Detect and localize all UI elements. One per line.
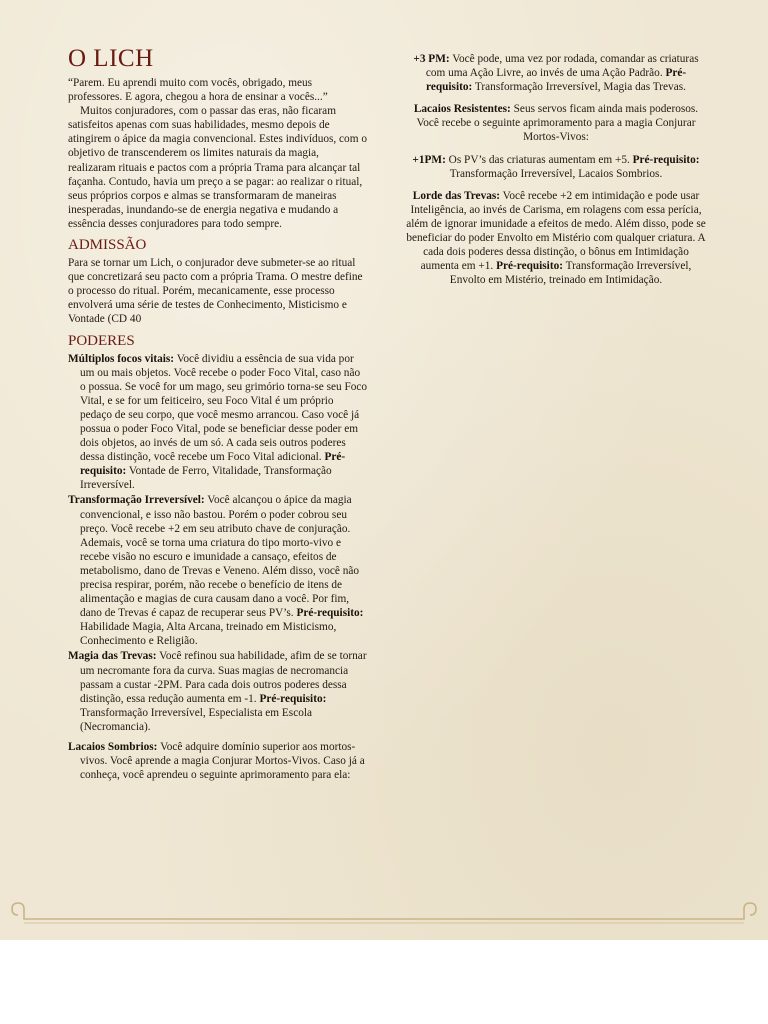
intro-quote: “Parem. Eu aprendi muito com vocês, obrigado, meus professores. E agora, chegou a hora de ensinar a vocês...” xyxy=(68,77,328,104)
prereq-label: Pré-requisito: xyxy=(259,692,327,705)
power-entry xyxy=(406,102,706,144)
power-text: Você dividiu a essência de sua vida por um ou mais objetos. Você recebe o poder Foco Vital, caso não o possua. Se você for um mago, seu grimório torna-se seu Foco Vital, e se for um feiticeiro, seu Foco Vital é um próprio pedaço de seu corpo, que você mesmo arrancou. Caso você já possua o poder Foco Vital, pode se beneficiar desse poder em dois objetos, ao invés de um só. A cada seis outros poderes dessa distinção, você recebe um Foco Vital adicional. xyxy=(80,352,368,464)
intro-text: Muitos conjuradores, com o passar das eras, não ficaram satisfeitos apenas com suas habilidades, mesmo depois de atingirem o ápice da magia convencional. Estes indivíduos, com o objetivo de transcenderem os limites naturais da magia, realizaram rituais e pactos com a própria Trama para alcançar tal façanha. Contudo, havia um preço a se pagar: ao realizar o ritual, seus próprios corpos e almas se transformaram de maneiras inesperadas, inundando-se de energia negativa e mudando a essência desses conjuradores para todo sempre. xyxy=(68,105,367,230)
admissao-text: Para se tornar um Lich, o conjurador deve submeter-se ao ritual que concretizará seu pacto com a própria Trama. O mestre define o processo do ritual. Porém, mecanicamente, esse processo envolverá uma série de testes de Conhecimento, Misticismo e Vontade (CD 40 xyxy=(68,257,363,326)
power-text: Você adquire domínio superior aos mortos-vivos. Você aprende a magia Conjurar Mortos-Vivos. Caso já a conheça, você aprendeu o seguinte aprimoramento para ela: xyxy=(80,741,365,782)
power-prereq: Habilidade Magia, Alta Arcana, treinado em Misticismo, Conhecimento e Religião. xyxy=(80,621,337,648)
prereq-label: Pré-requisito: xyxy=(296,607,364,620)
power-text: Você pode, uma vez por rodada, comandar as criaturas com uma Ação Livre, ao invés de uma Ação Padrão. xyxy=(425,53,699,80)
prereq-label: Pré-requisito: xyxy=(80,451,346,478)
power-name: Magia das Trevas: xyxy=(68,650,157,663)
power-text: Seus servos ficam ainda mais poderosos. Você recebe o seguinte aprimoramento para a magia Conjurar Mortos-Vivos: xyxy=(416,103,699,144)
left-column xyxy=(68,46,368,786)
prereq-label: Pré-requisito: xyxy=(426,67,687,94)
power-entry xyxy=(68,740,368,782)
power-prereq: Transformação Irreversível, Especialista em Escola (Necromancia). xyxy=(80,706,313,733)
page-border-ornament xyxy=(0,885,768,940)
power-name: Lacaios Resistentes: xyxy=(413,103,511,116)
power-prereq: Vontade de Ferro, Vitalidade, Transformação Irreversível. xyxy=(80,465,332,492)
power-name: Lorde das Trevas: xyxy=(412,189,501,202)
power-name: Lacaios Sombrios: xyxy=(68,741,158,754)
right-column xyxy=(406,52,706,295)
power-prereq: Transformação Irreversível, Magia das Trevas. xyxy=(474,81,686,94)
power-entry xyxy=(68,352,368,493)
prereq-label: Pré-requisito: xyxy=(632,153,700,166)
power-text: Você recebe +2 em intimidação e pode usar Inteligência, ao invés de Carisma, em rolagens com essa perícia, além de ignorar imunidade a efeitos de medo. Além disso, pode se beneficiar do poder Envolto em Mistério com qualquer criatura. A cada dois poderes dessa distinção, o bônus em Intimidação aumenta em +1. xyxy=(406,189,706,273)
power-text: Você alcançou o ápice da magia convencional, e isso não bastou. Porém o poder cobrou seu preço. Você recebe +2 em seu atributo chave de conjuração. Ademais, você se torna uma criatura do tipo morto-vivo e recebe visão no escuro e imunidade a cansaço, efeitos de metabolismo, dano de Trevas e Veneno. Além disso, você não precisa respirar, porém, não recebe o benefício de itens de alimentação e magias de cura causam dano a você. Por fim, dano de Trevas é capaz de recuperar seus PV’s. xyxy=(80,494,360,620)
poderes-heading: PODERES xyxy=(68,332,135,349)
power-name: Transformação Irreversível: xyxy=(68,494,205,507)
power-entry xyxy=(406,189,706,288)
power-text: Os PV’s das criaturas aumentam em +5. xyxy=(448,153,630,166)
power-name: +3 PM: xyxy=(413,53,450,65)
power-prereq: Transformação Irreversível, Envolto em Mistério, treinado em Intimidação. xyxy=(449,260,692,287)
power-name: +1PM: xyxy=(412,153,446,166)
power-prereq: Transformação Irreversível, Lacaios Sombrios. xyxy=(449,167,663,180)
admissao-heading: ADMISSÃO xyxy=(68,237,147,254)
prereq-label: Pré-requisito: xyxy=(496,260,563,273)
ornament-line xyxy=(12,903,756,919)
page-title: O LICH xyxy=(68,45,154,72)
power-text: Você refinou sua habilidade, afim de se tornar um necromante fora da curva. Suas magias de necromancia passam a custar -2PM. Para cada dois outros poderes dessa distinção, essa redução aumenta em -1. xyxy=(80,650,367,705)
power-entry xyxy=(68,649,368,734)
power-name: Múltiplos focos vitais: xyxy=(68,352,175,365)
enhancement-entry xyxy=(406,52,706,94)
enhancement-entry xyxy=(406,153,706,181)
power-entry xyxy=(68,493,368,648)
